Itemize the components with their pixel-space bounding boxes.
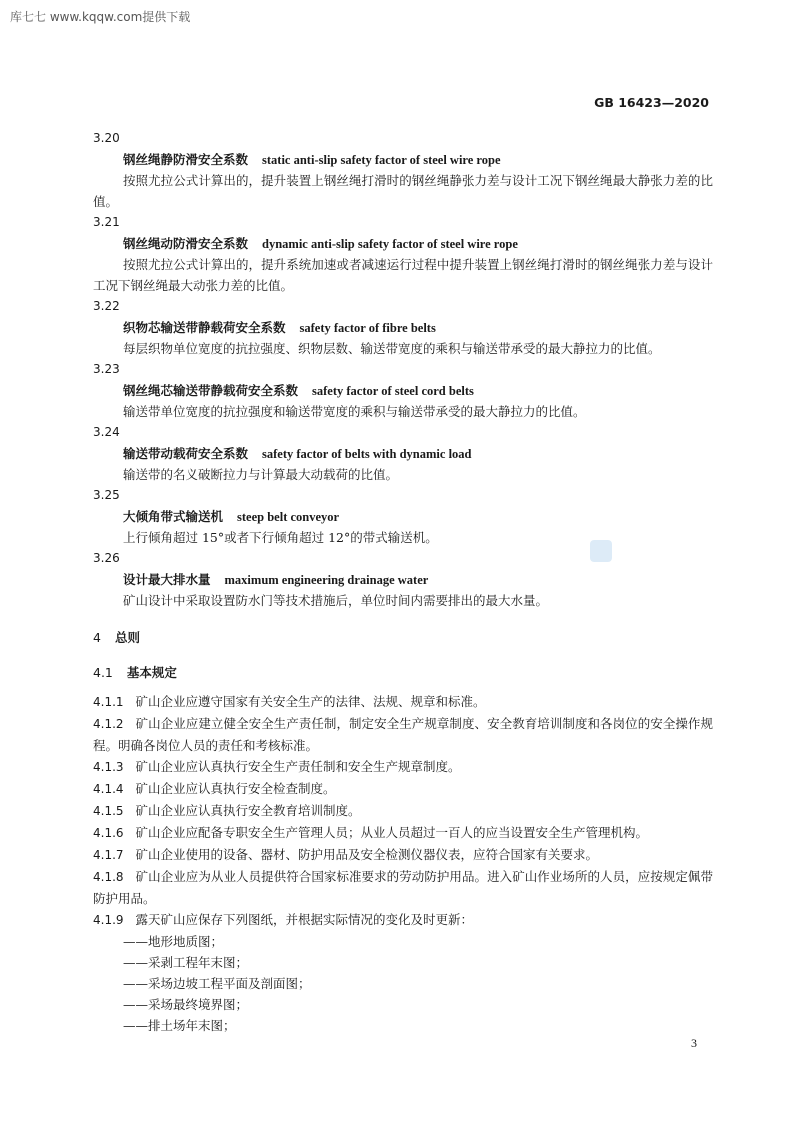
term-heading bbox=[93, 317, 713, 338]
term-english: dynamic anti-slip safety factor of steel wire rope bbox=[262, 237, 518, 251]
term-entry bbox=[93, 359, 713, 422]
term-heading bbox=[93, 233, 713, 254]
term-english: safety factor of belts with dynamic load bbox=[262, 447, 472, 461]
clause-text: 矿山企业应遵守国家有关安全生产的法律、法规、规章和标准。 bbox=[135, 694, 486, 709]
term-english: safety factor of fibre belts bbox=[299, 321, 436, 335]
term-english: steep belt conveyor bbox=[237, 510, 340, 524]
clause-text: 矿山企业应为从业人员提供符合国家标准要求的劳动防护用品。进入矿山作业场所的人员，应按规定佩带防护用品。 bbox=[93, 869, 713, 906]
list-item: ——地形地质图； bbox=[123, 934, 224, 949]
term-entry bbox=[93, 548, 713, 611]
download-watermark: 库七七 www.kqqw.com提供下载 bbox=[10, 10, 191, 24]
term-english: safety factor of steel cord belts bbox=[312, 384, 474, 398]
term-heading bbox=[93, 149, 713, 170]
clause-text: 矿山企业应建立健全安全生产责任制，制定安全生产规章制度、安全教育培训制度和各岗位的安全操作规程。明确各岗位人员的责任和考核标准。 bbox=[93, 716, 713, 753]
clause bbox=[93, 800, 713, 822]
list-item: ——排土场年末图； bbox=[123, 1018, 236, 1033]
clause bbox=[93, 822, 713, 844]
clause-text: 矿山企业应认真执行安全生产责任制和安全生产规章制度。 bbox=[135, 759, 461, 774]
term-chinese: 钢丝绳芯输送带静载荷安全系数 bbox=[123, 383, 299, 398]
clause-text: 矿山企业应认真执行安全教育培训制度。 bbox=[135, 803, 361, 818]
term-entry bbox=[93, 212, 713, 296]
subsection-title: 基本规定 bbox=[126, 665, 177, 680]
clause-text: 露天矿山应保存下列图纸，并根据实际情况的变化及时更新： bbox=[135, 912, 474, 927]
term-heading bbox=[93, 443, 713, 464]
term-definition: 按照尤拉公式计算出的，提升系统加速或者减速运行过程中提升装置上钢丝绳打滑时的钢丝绳张力差与设计工况下钢丝绳最大动张力差的比值。 bbox=[93, 257, 713, 293]
term-entry bbox=[93, 128, 713, 212]
clause bbox=[93, 713, 713, 756]
clause bbox=[93, 909, 713, 931]
clause-number: 4.1.1 bbox=[93, 695, 124, 709]
clause bbox=[93, 778, 713, 800]
term-number: 3.24 bbox=[93, 425, 120, 439]
term-entry bbox=[93, 485, 713, 548]
subsection-number: 4.1 bbox=[93, 665, 113, 680]
term-definition: 每层织物单位宽度的抗拉强度、织物层数、输送带宽度的乘积与输送带承受的最大静拉力的比值。 bbox=[123, 341, 661, 356]
document-body bbox=[93, 128, 713, 1036]
clause-number: 4.1.3 bbox=[93, 760, 124, 774]
term-definition: 按照尤拉公式计算出的，提升装置上钢丝绳打滑时的钢丝绳静张力差与设计工况下钢丝绳最大静张力差的比值。 bbox=[93, 173, 713, 209]
term-definition: 输送带单位宽度的抗拉强度和输送带宽度的乘积与输送带承受的最大静拉力的比值。 bbox=[123, 404, 586, 419]
list-item: ——采剥工程年末图； bbox=[123, 955, 249, 970]
section-heading bbox=[93, 627, 713, 648]
term-definition: 矿山设计中采取设置防水门等技术措施后，单位时间内需要排出的最大水量。 bbox=[123, 593, 549, 608]
term-chinese: 大倾角带式输送机 bbox=[123, 509, 224, 524]
term-chinese: 输送带动载荷安全系数 bbox=[123, 446, 249, 461]
page-number: 3 bbox=[691, 1036, 697, 1050]
term-heading bbox=[93, 380, 713, 401]
term-number: 3.22 bbox=[93, 299, 120, 313]
drawing-list bbox=[93, 931, 713, 1036]
term-chinese: 设计最大排水量 bbox=[123, 572, 211, 587]
clause-number: 4.1.9 bbox=[93, 913, 124, 927]
term-definition: 输送带的名义破断拉力与计算最大动载荷的比值。 bbox=[123, 467, 399, 482]
section-number: 4 bbox=[93, 630, 101, 645]
clause bbox=[93, 866, 713, 909]
subsection-heading bbox=[93, 662, 713, 683]
term-chinese: 钢丝绳动防滑安全系数 bbox=[123, 236, 249, 251]
term-number: 3.26 bbox=[93, 551, 120, 565]
clause-text: 矿山企业使用的设备、器材、防护用品及安全检测仪器仪表，应符合国家有关要求。 bbox=[135, 847, 599, 862]
clause-number: 4.1.7 bbox=[93, 848, 124, 862]
clause-number: 4.1.2 bbox=[93, 717, 124, 731]
clause bbox=[93, 844, 713, 866]
clause-number: 4.1.4 bbox=[93, 782, 124, 796]
clause bbox=[93, 691, 713, 713]
term-number: 3.21 bbox=[93, 215, 120, 229]
term-number: 3.23 bbox=[93, 362, 120, 376]
term-entry bbox=[93, 422, 713, 485]
section-title: 总则 bbox=[114, 630, 140, 645]
clause-text: 矿山企业应认真执行安全检查制度。 bbox=[135, 781, 336, 796]
term-heading bbox=[93, 569, 713, 590]
term-number: 3.25 bbox=[93, 488, 120, 502]
term-chinese: 织物芯输送带静载荷安全系数 bbox=[123, 320, 286, 335]
term-english: maximum engineering drainage water bbox=[224, 573, 429, 587]
clause-number: 4.1.5 bbox=[93, 804, 124, 818]
term-entry bbox=[93, 296, 713, 359]
list-item: ——采场最终境界图； bbox=[123, 997, 249, 1012]
term-definition: 上行倾角超过 15°或者下行倾角超过 12°的带式输送机。 bbox=[123, 530, 438, 545]
term-english: static anti-slip safety factor of steel wire rope bbox=[262, 153, 501, 167]
list-item: ——采场边坡工程平面及剖面图； bbox=[123, 976, 311, 991]
clause-text: 矿山企业应配备专职安全生产管理人员；从业人员超过一百人的应当设置安全生产管理机构。 bbox=[135, 825, 649, 840]
standard-code-header: GB 16423—2020 bbox=[594, 95, 709, 110]
clause-number: 4.1.6 bbox=[93, 826, 124, 840]
term-heading bbox=[93, 506, 713, 527]
term-number: 3.20 bbox=[93, 131, 120, 145]
term-chinese: 钢丝绳静防滑安全系数 bbox=[123, 152, 249, 167]
clause-number: 4.1.8 bbox=[93, 870, 124, 884]
clause bbox=[93, 756, 713, 778]
